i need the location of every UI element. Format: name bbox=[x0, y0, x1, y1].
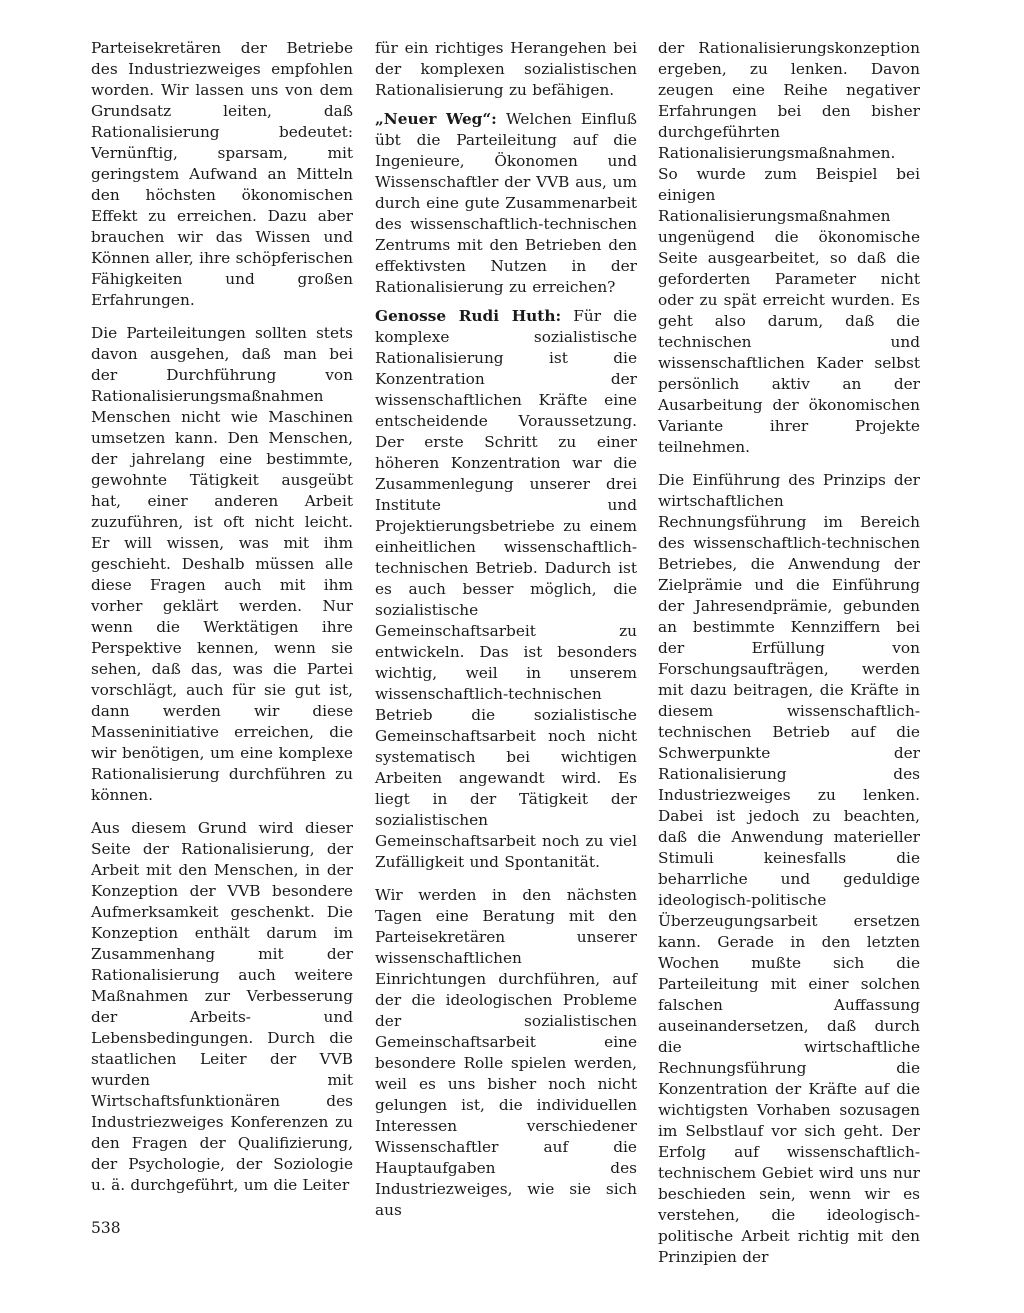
speaker-label: „Neuer Weg“: bbox=[375, 110, 497, 128]
paragraph: der Rationalisierungskonzeption ergeben, zu lenken. Davon zeugen eine Reihe negativer Erfahrungen bei den bisher durchgeführten Rationalisierungsmaßnahmen. So wurde zum Beispiel bei einigen Rationalisierungsmaßnahmen ungenügend die ökonomische Seite ausgearbeitet, so daß die geforderten Parameter nicht oder zu spät erreicht wurden. Es geht also darum, daß die technischen und wissenschaftlichen Kader selbst persönlich aktiv an der Ausarbeitung der ökonomischen Variante ihrer Projekte teilnehmen. bbox=[658, 39, 920, 456]
answer-text: Für die komplexe sozialistische Rationalisierung ist die Konzentration der wissenschaftlichen Kräfte eine entscheidende Voraussetzung. Der erste Schritt zu einer höheren Konzentration war die Zusammenlegung unserer drei Institute und Projektierungsbetriebe zu einem einheitlichen wissenschaftlich-technischen Betrieb. Dadurch ist es auch besser möglich, die sozialistische Gemeinschaftsarbeit zu entwickeln. Das ist besonders wichtig, weil in unserem wissenschaftlich-technischen Betrieb die sozialistische Gemeinschaftsarbeit noch nicht systematisch bei wichtigen Arbeiten angewandt wird. Es liegt in der Tätigkeit der sozialistischen Gemeinschaftsarbeit noch zu viel Zufälligkeit und Spontanität. bbox=[375, 307, 637, 871]
text-column-2 bbox=[375, 38, 637, 1233]
interview-answer bbox=[375, 306, 637, 873]
interview-question bbox=[375, 109, 637, 298]
paragraph: Die Parteileitungen sollten stets davon ausgehen, daß man bei der Durchführung von Rationalisierungsmaßnahmen Menschen nicht wie Maschinen umsetzen kann. Den Menschen, der jahrelang eine bestimmte, gewohnte Tätigkeit ausgeübt hat, einer anderen Arbeit zuzuführen, ist oft nicht leicht. Er will wissen, was mit ihm geschieht. Deshalb müssen alle diese Fragen auch mit ihm vorher geklärt werden. Nur wenn die Werktätigen ihre Perspektive kennen, wenn sie sehen, daß das, was die Partei vorschlägt, auch für sie gut ist, dann werden wir diese Masseninitiative erreichen, die wir benötigen, um eine komplexe Rationalisierung durchführen zu können. bbox=[91, 324, 353, 804]
paragraph: Parteisekretären der Betriebe des Industriezweiges empfohlen worden. Wir lassen uns von dem Grundsatz leiten, daß Rationalisierung bedeutet: Vernünftig, sparsam, mit geringstem Aufwand an Mitteln den höchsten ökonomischen Effekt zu erreichen. Dazu aber brauchen wir das Wissen und Können aller, ihre schöpferischen Fähigkeiten und großen Erfahrungen. bbox=[91, 39, 353, 309]
speaker-label: Genosse Rudi Huth: bbox=[375, 307, 562, 325]
paragraph: Aus diesem Grund wird dieser Seite der Rationalisierung, der Arbeit mit den Menschen, in der Konzeption der VVB besondere Aufmerksamkeit geschenkt. Die Konzeption enthält darum im Zusammenhang mit der Rationalisierung auch weitere Maßnahmen zur Verbesserung der Arbeits- und Lebensbedingungen. Durch die staatlichen Leiter der VVB wurden mit Wirtschaftsfunktionären des Industriezweiges Konferenzen zu den Fragen der Qualifizierung, der Psychologie, der Soziologie u. ä. durchgeführt, um die Leiter bbox=[91, 819, 353, 1194]
text-column-1 bbox=[91, 38, 353, 1208]
text-column-3 bbox=[658, 38, 920, 1280]
question-text: Welchen Einfluß übt die Parteileitung auf die Ingenieure, Ökonomen und Wissenschaftler der VVB aus, um durch eine gute Zusammenarbeit des wissenschaftlich-technischen Zentrums mit den Betrieben den effektivsten Nutzen in der Rationalisierung zu erreichen? bbox=[375, 110, 638, 296]
paragraph: für ein richtiges Herangehen bei der komplexen sozialistischen Rationalisierung zu befähigen. bbox=[375, 39, 637, 99]
paragraph: Wir werden in den nächsten Tagen eine Beratung mit den Parteisekretären unserer wissenschaftlichen Einrichtungen durchführen, auf der die ideologischen Probleme der sozialistischen Gemeinschaftsarbeit eine besondere Rolle spielen werden, weil es uns bisher noch nicht gelungen ist, die individuellen Interessen verschiedener Wissenschaftler auf die Hauptaufgaben des Industriezweiges, wie sie sich aus bbox=[375, 886, 637, 1219]
page-number: 538 bbox=[91, 1219, 121, 1237]
paragraph: Die Einführung des Prinzips der wirtschaftlichen Rechnungsführung im Bereich des wissenschaftlich-technischen Betriebes, die Anwendung der Zielprämie und die Einführung der Jahresendprämie, gebunden an bestimmte Kennziffern bei der Erfüllung von Forschungsaufträgen, werden mit dazu beitragen, die Kräfte in diesem wissenschaftlich-technischen Betrieb auf die Schwerpunkte der Rationalisierung des Industriezweiges zu lenken. Dabei ist jedoch zu beachten, daß die Anwendung materieller Stimuli keinesfalls die beharrliche und geduldige ideologisch-politische Überzeugungsarbeit ersetzen kann. Gerade in den letzten Wochen mußte sich die Parteileitung mit einer solchen falschen Auffassung auseinandersetzen, daß durch die wirtschaftliche Rechnungsführung die Konzentration der Kräfte auf die wichtigsten Vorhaben sozusagen im Selbstlauf vor sich geht. Der Erfolg auf wissenschaftlich-technischem Gebiet wird uns nur beschieden sein, wenn wir es verstehen, die ideologisch-politische Arbeit richtig mit den Prinzipien der bbox=[658, 471, 920, 1266]
